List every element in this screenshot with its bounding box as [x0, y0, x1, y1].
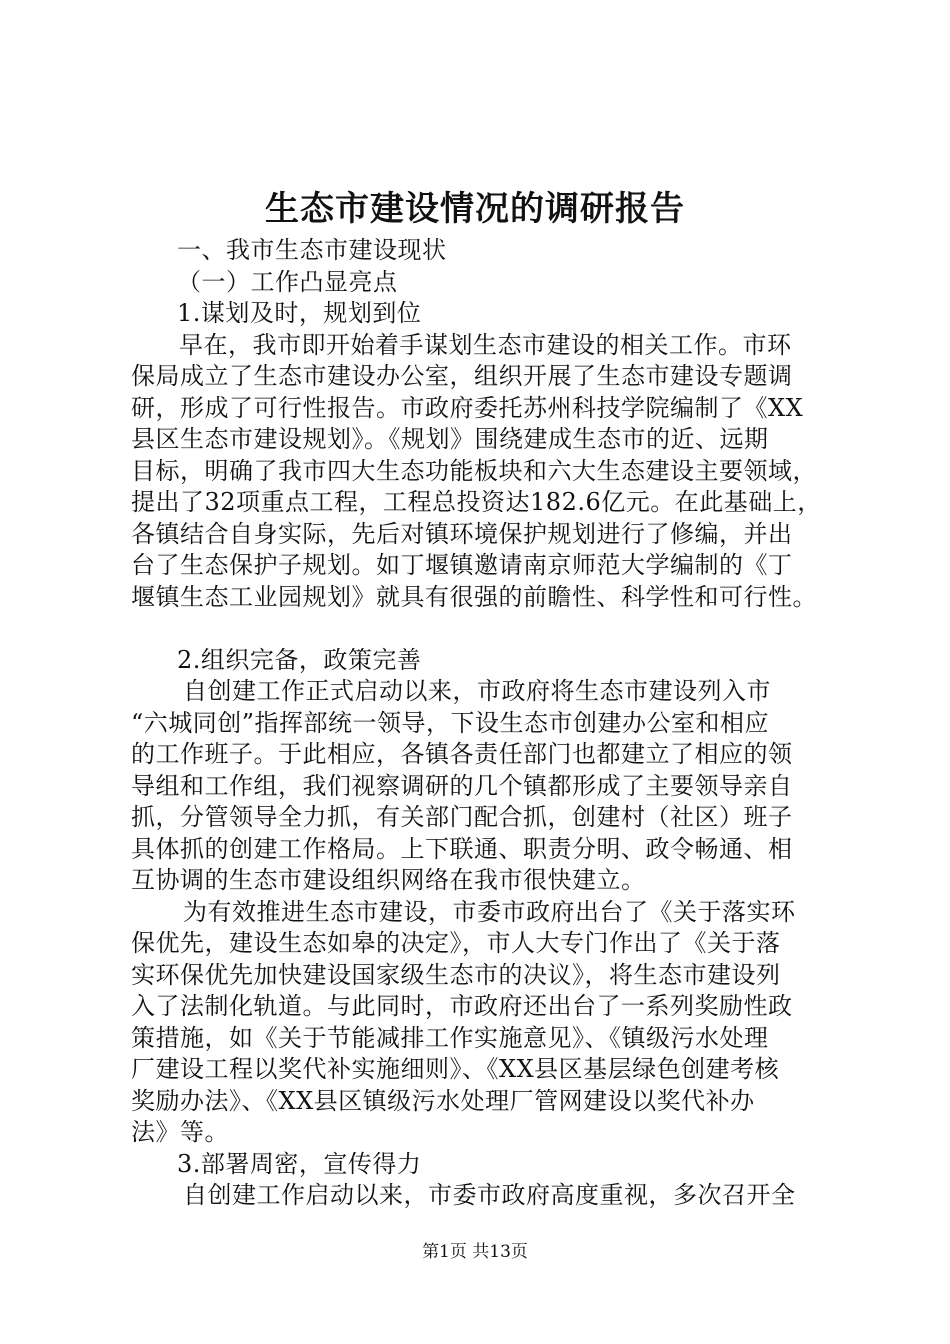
paragraph-line: 县区生态市建设规划》。《规划》围绕建成生态市的近、远期: [131, 425, 769, 453]
document-body: [131, 235, 851, 1212]
paragraph-line: 的工作班子。于此相应，各镇各责任部门也都建立了相应的领: [131, 740, 793, 768]
paragraph-line: 厂建设工程以奖代补实施细则》、《XX县区基层绿色创建考核: [131, 1055, 780, 1083]
paragraph-line: 早在，我市即开始着手谋划生态市建设的相关工作。市环: [179, 330, 792, 359]
paragraph-line: 保局成立了生态市建设办公室，组织开展了生态市建设专题调: [131, 362, 793, 390]
paragraph-line: 为有效推进生态市建设，市委市政府出台了《关于落实环: [183, 897, 796, 926]
paragraph-line: 提出了32项重点工程，工程总投资达182.6亿元。在此基础上，: [131, 488, 822, 516]
item3-heading: 3.部署周密，宣传得力: [177, 1149, 422, 1178]
paragraph-line: 保优先，建设生态如皋的决定》，市人大专门作出了《关于落: [131, 929, 781, 957]
paragraph-line: 奖励办法》、《XX县区镇级污水处理厂管网建设以奖代补办: [131, 1086, 755, 1115]
page-footer: 第1页 共13页: [422, 1242, 528, 1262]
paragraph-line: 具体抓的创建工作格局。上下联通、职责分明、政令畅通、相: [131, 834, 793, 863]
paragraph-line: 自创建工作正式启动以来，市政府将生态市建设列入市: [183, 677, 771, 705]
paragraph-line: 策措施，如《关于节能减排工作实施意见》、《镇级污水处理: [131, 1023, 769, 1052]
paragraph-line: 法》等。: [131, 1118, 229, 1146]
paragraph-line: 自创建工作启动以来，市委市政府高度重视，多次召开全: [183, 1181, 796, 1209]
item1-heading: 1.谋划及时，规划到位: [177, 299, 422, 327]
subsection-heading: （一）工作凸显亮点: [177, 267, 398, 296]
paragraph-line: 堰镇生态工业园规划》就具有很强的前瞻性、科学性和可行性。: [131, 582, 817, 611]
paragraph-line: “六城同创”指挥部统一领导，下设生态市创建办公室和相应: [131, 708, 770, 737]
paragraph-gap: [131, 613, 851, 645]
paragraph-line: 导组和工作组，我们视察调研的几个镇都形成了主要领导亲自: [131, 771, 793, 800]
paragraph-line: 抓，分管领导全力抓，有关部门配合抓，创建村（社区）班子: [131, 803, 793, 831]
paragraph-line: 目标，明确了我市四大生态功能板块和六大生态建设主要领域，: [131, 456, 817, 485]
section-heading: 一、我市生态市建设现状: [177, 236, 447, 264]
paragraph-line: 研，形成了可行性报告。市政府委托苏州科技学院编制了《XX: [131, 393, 804, 422]
document-title: 生态市建设情况的调研报告: [265, 189, 685, 229]
item2-heading: 2.组织完备，政策完善: [177, 645, 422, 674]
paragraph-line: 各镇结合自身实际，先后对镇环境保护规划进行了修编，并出: [131, 519, 793, 548]
paragraph-line: 互协调的生态市建设组织网络在我市很快建立。: [131, 866, 646, 894]
paragraph-line: 台了生态保护子规划。如丁堰镇邀请南京师范大学编制的《丁: [131, 551, 793, 579]
paragraph-line: 入了法制化轨道。与此同时，市政府还出台了一系列奖励性政: [131, 992, 793, 1020]
paragraph-line: 实环保优先加快建设国家级生态市的决议》，将生态市建设列: [131, 960, 781, 989]
